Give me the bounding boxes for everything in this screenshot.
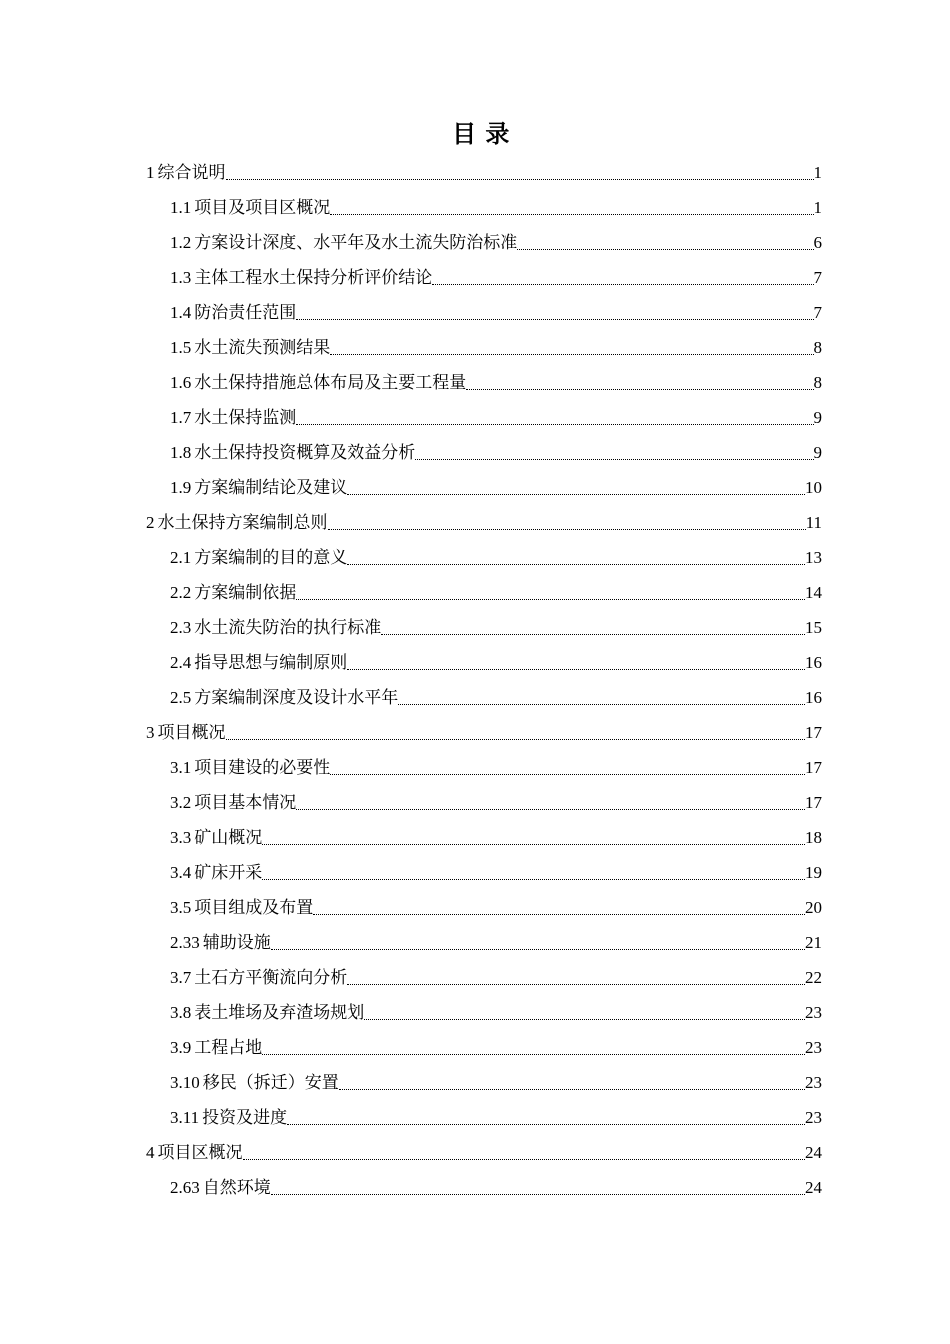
toc-entry[interactable] [146, 190, 822, 225]
toc-page-number: 8 [813, 373, 822, 392]
toc-entry-label [146, 1135, 243, 1170]
toc-entry[interactable] [146, 680, 822, 715]
toc-entry[interactable] [146, 995, 822, 1030]
toc-page-number: 23 [805, 1108, 822, 1127]
toc-entry[interactable] [146, 750, 822, 785]
toc-entry-number: 3.1 [170, 758, 192, 777]
toc-page-number: 7 [813, 303, 822, 322]
dot-leader [226, 715, 806, 750]
toc-page-number: 19 [805, 863, 822, 882]
toc-entry-label [146, 155, 226, 190]
toc-entry[interactable] [146, 855, 822, 890]
dot-leader [347, 470, 805, 505]
toc-entry-label [170, 1170, 271, 1205]
toc-page-number: 7 [813, 268, 822, 287]
toc-entry-text: 水土保持措施总体布局及主要工程量 [194, 373, 467, 392]
dot-leader [339, 1065, 805, 1100]
dot-leader [296, 575, 805, 610]
toc-entry-text: 移民（拆迁）安置 [202, 1073, 339, 1092]
toc-entry[interactable] [146, 610, 822, 645]
toc-entry-text: 指导思想与编制原则 [194, 653, 348, 672]
toc-entry[interactable] [146, 155, 822, 190]
toc-entry[interactable] [146, 960, 822, 995]
toc-page-number: 8 [813, 338, 822, 357]
toc-entry-label [170, 960, 347, 995]
toc-entry-number: 3.9 [170, 1038, 192, 1057]
toc-entry-number: 2.1 [170, 548, 192, 567]
dot-leader [347, 540, 805, 575]
toc-entry[interactable] [146, 820, 822, 855]
toc-entry-number: 2.5 [170, 688, 192, 707]
toc-page-number: 1 [813, 198, 822, 217]
dot-leader [347, 960, 805, 995]
toc-entry-number: 3 [146, 723, 155, 742]
toc-entry-text: 主体工程水土保持分析评价结论 [194, 268, 433, 287]
toc-entry-number: 2.3 [170, 618, 192, 637]
toc-entry-number: 4 [146, 1143, 155, 1162]
toc-entry-text: 项目区概况 [157, 1143, 243, 1162]
toc-entry-number: 1.9 [170, 478, 192, 497]
toc-page-number: 9 [813, 443, 822, 462]
toc-entry[interactable] [146, 505, 822, 540]
toc-entry-label [170, 610, 381, 645]
toc-entry[interactable] [146, 785, 822, 820]
toc-entry-number: 1.2 [170, 233, 192, 252]
toc-entry-text: 水土保持监测 [194, 408, 297, 427]
toc-entry-number: 3.7 [170, 968, 192, 987]
toc-entry-text: 项目概况 [157, 723, 226, 742]
toc-entry[interactable] [146, 715, 822, 750]
toc-entry[interactable] [146, 295, 822, 330]
toc-entry-label [170, 470, 347, 505]
toc-entry-label [170, 575, 296, 610]
dot-leader [330, 330, 813, 365]
toc-entry-text: 矿山概况 [194, 828, 263, 847]
dot-leader [328, 505, 806, 540]
toc-entry-text: 方案设计深度、水平年及水土流失防治标准 [194, 233, 518, 252]
toc-page-number: 9 [813, 408, 822, 427]
dot-leader [262, 820, 805, 855]
toc-entry-number: 1.8 [170, 443, 192, 462]
toc-entry-text: 项目建设的必要性 [194, 758, 331, 777]
toc-entry-number: 3.10 [170, 1073, 200, 1092]
toc-entry-number: 3.2 [170, 793, 192, 812]
dot-leader [262, 1030, 805, 1065]
dot-leader [364, 995, 805, 1030]
toc-entry-text: 矿床开采 [194, 863, 263, 882]
dot-leader [262, 855, 805, 890]
toc-entry-label [170, 995, 364, 1030]
toc-page-number: 23 [805, 1073, 822, 1092]
toc-page-number: 21 [805, 933, 822, 952]
toc-entry[interactable] [146, 1065, 822, 1100]
toc-entry-label [170, 1030, 262, 1065]
toc-entry-number: 2.4 [170, 653, 192, 672]
toc-entry-label [170, 680, 398, 715]
toc-entry-label [170, 225, 517, 260]
dot-leader [243, 1135, 806, 1170]
dot-leader [287, 1100, 805, 1135]
toc-entry-number: 3.8 [170, 1003, 192, 1022]
toc-page-number: 16 [805, 688, 822, 707]
toc-entry-text: 水土保持方案编制总则 [157, 513, 328, 532]
toc-page-number: 24 [805, 1143, 822, 1162]
toc-entry-number: 3.4 [170, 863, 192, 882]
toc-entry-number: 1.4 [170, 303, 192, 322]
toc-page-number: 24 [805, 1178, 822, 1197]
toc-entry-number: 2 [146, 513, 155, 532]
toc-entry[interactable] [146, 225, 822, 260]
toc-entry[interactable] [146, 470, 822, 505]
toc-entry-number: 2.63 [170, 1178, 200, 1197]
dot-leader [296, 295, 813, 330]
toc-entry-label [170, 330, 330, 365]
toc-entry-label [170, 1065, 339, 1100]
toc-entry-text: 综合说明 [157, 163, 226, 182]
toc-entry-label [170, 435, 415, 470]
toc-page-number: 23 [805, 1038, 822, 1057]
toc-entry[interactable] [146, 365, 822, 400]
toc-entry-number: 3.3 [170, 828, 192, 847]
toc-entry-number: 1.6 [170, 373, 192, 392]
toc-entry[interactable] [146, 645, 822, 680]
toc-entry-text: 投资及进度 [202, 1108, 288, 1127]
toc-entry-text: 项目组成及布置 [194, 898, 314, 917]
toc-entry-label [170, 785, 296, 820]
toc-entry-number: 1.5 [170, 338, 192, 357]
toc-page-number: 6 [813, 233, 822, 252]
dot-leader [466, 365, 813, 400]
toc-entry-text: 水土流失预测结果 [194, 338, 331, 357]
dot-leader [398, 680, 805, 715]
toc-page-number: 17 [805, 758, 822, 777]
toc-entry-text: 防治责任范围 [194, 303, 297, 322]
toc-entry-number: 1 [146, 163, 155, 182]
toc-entry-label [170, 190, 330, 225]
table-of-contents [146, 155, 822, 1205]
toc-entry[interactable] [146, 1135, 822, 1170]
dot-leader [226, 155, 814, 190]
dot-leader [271, 1170, 805, 1205]
dot-leader [313, 890, 805, 925]
toc-entry-text: 项目基本情况 [194, 793, 297, 812]
toc-entry-number: 1.3 [170, 268, 192, 287]
toc-page-number: 14 [805, 583, 822, 602]
toc-entry-label [170, 855, 262, 890]
toc-title: 目 录 [452, 120, 510, 148]
toc-entry[interactable] [146, 330, 822, 365]
toc-entry-text: 方案编制结论及建议 [194, 478, 348, 497]
toc-entry[interactable] [146, 400, 822, 435]
toc-page-number: 10 [805, 478, 822, 497]
toc-entry-number: 3.5 [170, 898, 192, 917]
toc-entry[interactable] [146, 435, 822, 470]
toc-entry[interactable] [146, 540, 822, 575]
toc-entry-label [170, 295, 296, 330]
dot-leader [330, 750, 805, 785]
toc-entry-label [170, 260, 432, 295]
toc-entry-text: 方案编制依据 [194, 583, 297, 602]
toc-entry-number: 1.1 [170, 198, 192, 217]
toc-entry-text: 水土流失防治的执行标准 [194, 618, 382, 637]
toc-entry-label [170, 890, 313, 925]
dot-leader [381, 610, 805, 645]
toc-page-number: 15 [805, 618, 822, 637]
toc-entry-text: 方案编制深度及设计水平年 [194, 688, 399, 707]
toc-page-number: 22 [805, 968, 822, 987]
toc-entry-label [170, 365, 466, 400]
dot-leader [517, 225, 813, 260]
toc-entry-text: 自然环境 [202, 1178, 271, 1197]
toc-entry-text: 工程占地 [194, 1038, 263, 1057]
toc-entry-label [170, 645, 347, 680]
toc-entry-label [146, 505, 328, 540]
toc-entry-label [170, 400, 296, 435]
toc-entry-label [146, 715, 226, 750]
toc-entry[interactable] [146, 890, 822, 925]
toc-entry[interactable] [146, 925, 822, 960]
toc-page-number: 1 [813, 163, 822, 182]
toc-page-number: 23 [805, 1003, 822, 1022]
dot-leader [330, 190, 813, 225]
toc-entry-label [170, 1100, 287, 1135]
toc-page-number: 17 [805, 723, 822, 742]
dot-leader [347, 645, 805, 680]
toc-page-number: 17 [805, 793, 822, 812]
toc-entry[interactable] [146, 1030, 822, 1065]
toc-entry-number: 2.33 [170, 933, 200, 952]
toc-entry-number: 1.7 [170, 408, 192, 427]
toc-page-number: 16 [805, 653, 822, 672]
toc-entry[interactable] [146, 1100, 822, 1135]
toc-entry[interactable] [146, 1170, 822, 1205]
toc-entry-label [170, 925, 271, 960]
toc-entry-text: 水土保持投资概算及效益分析 [194, 443, 416, 462]
dot-leader [415, 435, 813, 470]
dot-leader [432, 260, 813, 295]
dot-leader [296, 785, 805, 820]
toc-entry-number: 3.11 [170, 1108, 200, 1127]
toc-page-number: 11 [805, 513, 822, 532]
toc-entry-text: 辅助设施 [202, 933, 271, 952]
toc-entry-label [170, 750, 330, 785]
toc-entry-label [170, 820, 262, 855]
toc-entry-text: 土石方平衡流向分析 [194, 968, 348, 987]
toc-page-number: 20 [805, 898, 822, 917]
toc-entry-text: 方案编制的目的意义 [194, 548, 348, 567]
toc-page-number: 18 [805, 828, 822, 847]
toc-entry-label [170, 540, 347, 575]
dot-leader [296, 400, 813, 435]
dot-leader [271, 925, 805, 960]
toc-entry[interactable] [146, 575, 822, 610]
toc-entry-text: 表土堆场及弃渣场规划 [194, 1003, 365, 1022]
toc-entry-text: 项目及项目区概况 [194, 198, 331, 217]
toc-entry[interactable] [146, 260, 822, 295]
toc-page-number: 13 [805, 548, 822, 567]
toc-entry-number: 2.2 [170, 583, 192, 602]
